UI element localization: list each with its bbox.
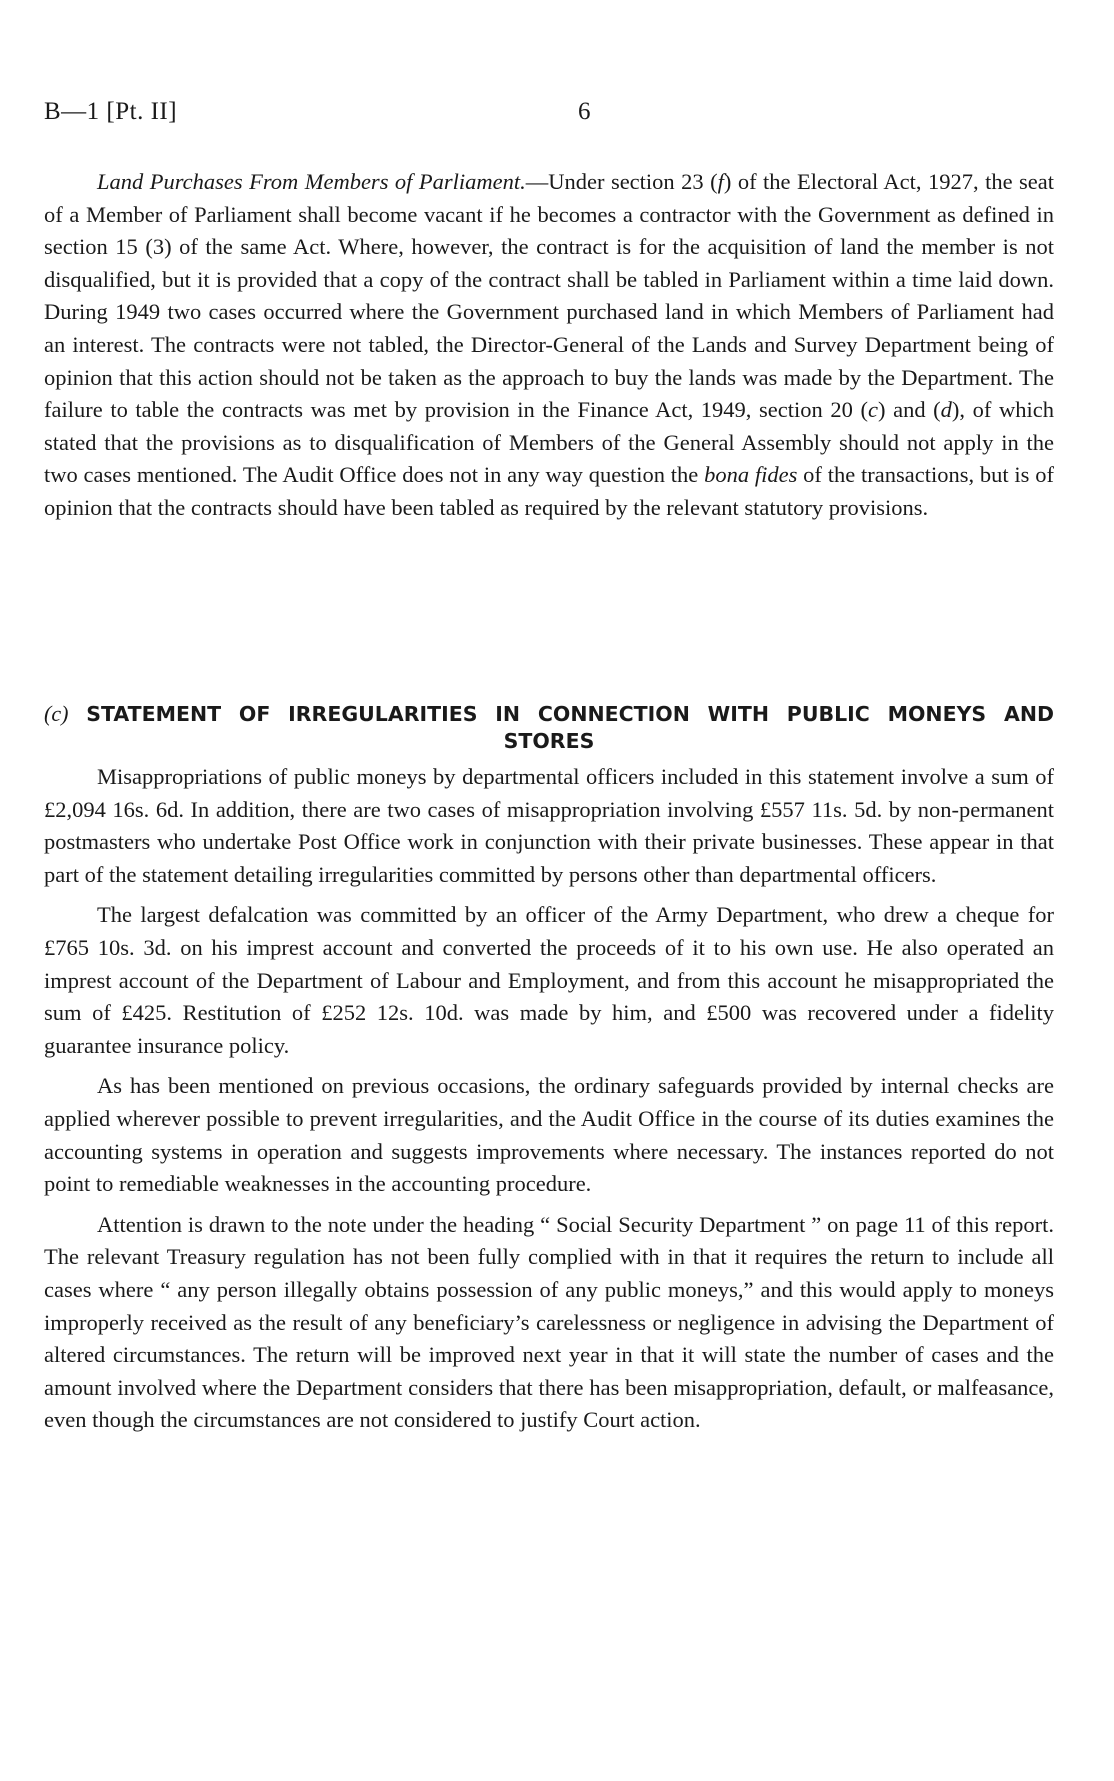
body-paragraph: Misappropriations of public moneys by departmental officers included in this statement involve a sum of £2,094 16s. 6d. In addition, there are two cases of misappropriation involving £557 11s. 5d. by non-permanent postmasters who undertake Post Office work in conjunction with their private businesses. These appear in that part of the statement detailing irregularities committed by persons other than departmental officers. (44, 764, 1054, 887)
paragraph-text: ) of the Electoral Act, 1927, the seat of a Member of Parliament shall become vacant if he becomes a contractor with the Government as defined in section 15 (3) of the same Act. Where, however, the contract is for the acquisition of land the member is not disqualified, but it is provided that a copy of the contract shall be tabled in Parliament within a time laid down. During 1949 two cases occurred where the Government purchased land in which Members of Parliament had an interest. The contracts were not tabled, the Director-General of the Lands and Survey Department being of opinion that this action should not be taken as the approach to buy the lands was made by the Department. The failure to table the contracts was met by provision in the Finance Act, 1949, section 20 ( (44, 169, 1055, 423)
italic-latin-phrase: bona fides (704, 462, 798, 488)
run-in-heading: Land Purchases From Members of Parliament. (97, 169, 526, 194)
section-title: STATEMENT OF IRREGULARITIES IN CONNECTION WITH PUBLIC MONEYS AND STORES (86, 702, 1054, 753)
italic-subsection-letter: f (717, 169, 724, 194)
page-number: 6 (578, 98, 591, 125)
body-paragraph: The largest defalcation was committed by an officer of the Army Department, who drew a cheque for £765 10s. 3d. on his imprest account and converted the proceeds of it to his own use. He also operated an imprest account of the Department of Labour and Employment, and from this account he misappropriated the sum of £425. Restitution of £252 12s. 10d. was made by him, and £500 was recovered under a fidelity guarantee insurance policy. (44, 902, 1054, 1058)
page-header (44, 98, 1044, 134)
paragraph-text: ), of which stated that the provisions as to disqualification of Members of the General Assembly should not apply in the two cases mentioned. The Audit Office does not in any way question the (44, 397, 1054, 488)
body-paragraph: Attention is drawn to the note under the heading “ Social Security Department ” on page 11 of this report. The relevant Treasury regulation has not been fully complied with in that it requires the return to include all cases where “ any person illegally obtains possession of any public moneys,” and this would apply to moneys improperly received as the result of any beneficiary’s carelessness or negligence in advising the Department of altered circumstances. The return will be improved next year in that it will state the number of cases and the amount involved where the Department considers that there has been misappropriation, default, or malfeasance, even though the circumstances are not considered to justify Court action. (44, 1211, 1054, 1433)
body-paragraph: As has been mentioned on previous occasions, the ordinary safeguards provided by internal checks are applied wherever possible to prevent irregularities, and the Audit Office in the course of its duties examines the accounting systems in operation and suggests improvements where necessary. The instances reported do not point to remediable weaknesses in the accounting procedure. (44, 1073, 1054, 1197)
paragraph-text: ) and ( (877, 397, 941, 423)
section-heading (44, 700, 1054, 755)
section-c-body (44, 761, 1054, 1437)
paragraph-text: —Under section 23 ( (525, 169, 718, 194)
italic-subsection-letter: c (867, 397, 878, 423)
section-marker: (c) (44, 701, 69, 726)
italic-subsection-letter: d (940, 397, 952, 423)
parliamentary-paper-reference: B—1 [Pt. II] (44, 98, 178, 125)
land-purchases-section (44, 166, 1054, 525)
paragraph-text: of the transactions, but is of opinion that the contracts should have been tabled as required by the relevant statutory provisions. (44, 462, 1054, 520)
land-purchases-paragraph (44, 166, 1054, 525)
